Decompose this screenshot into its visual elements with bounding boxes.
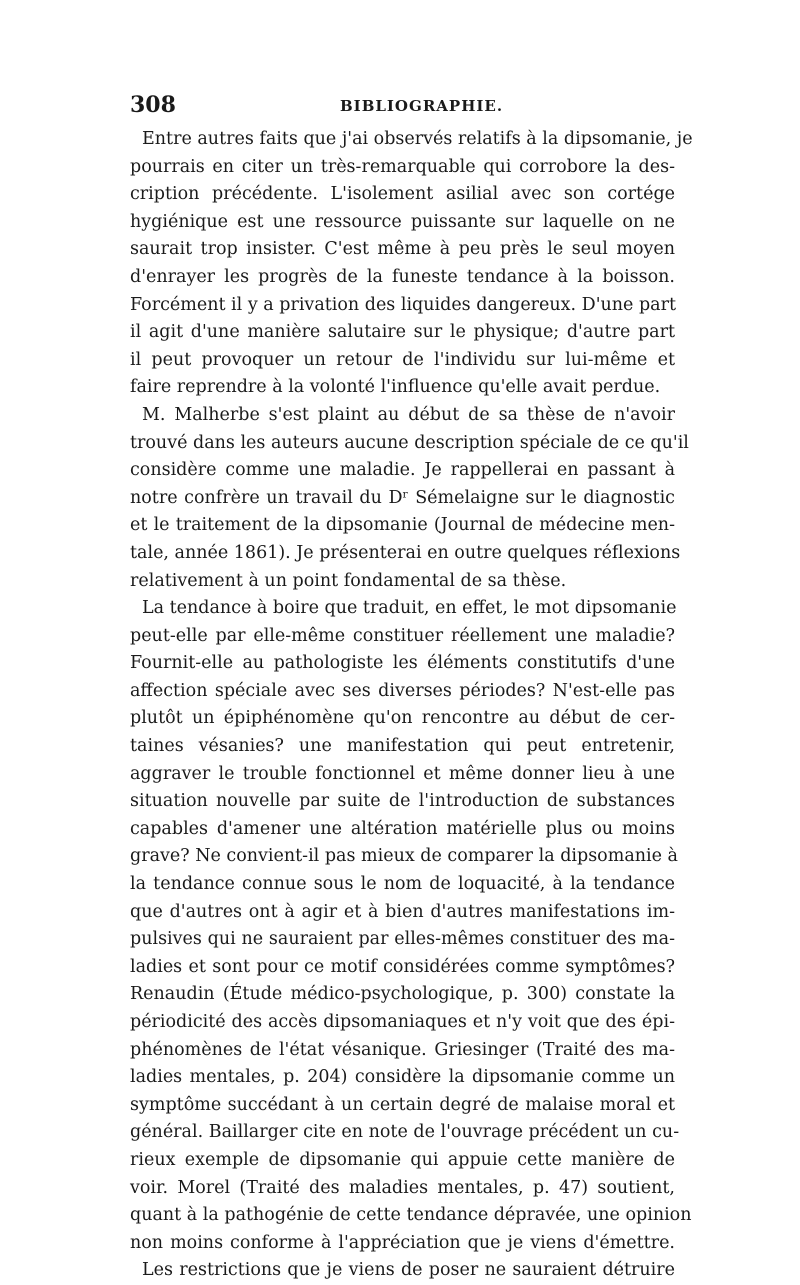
text-line: Forcément il y a privation des liquides dangereux. D'une part [130, 294, 677, 315]
text-line: Renaudin (Étude médico-psychologique, p. 300) constate la [130, 984, 675, 1005]
page-number: 308 [130, 92, 176, 118]
text-line: considère comme une maladie. Je rappellerai en passant à [130, 460, 675, 481]
text-line: il peut provoquer un retour de l'individu sur lui-même et [130, 349, 675, 370]
text-line: tale, année 1861). Je présenterai en outre quelques réflexions [130, 542, 681, 563]
running-title: BIBLIOGRAPHIE. [340, 97, 504, 115]
text-line: Entre autres faits que j'ai observés relatifs à la dipsomanie, je [142, 129, 693, 149]
text-line: hygiénique est une ressource puissante sur laquelle on ne [130, 211, 675, 232]
text-line: affection spéciale avec ses diverses périodes? N'est-elle pas [130, 680, 675, 701]
text-line: la tendance connue sous le nom de loquacité, à la tendance [130, 874, 675, 895]
text-line: quant à la pathogénie de cette tendance dépravée, une opinion [130, 1205, 692, 1226]
text-line: capables d'amener une altération matérielle plus ou moins [130, 818, 675, 839]
text-line: rieux exemple de dipsomanie qui appuie cette manière de [130, 1149, 675, 1170]
text-line: phénomènes de l'état vésanique. Griesinger (Traité des ma- [130, 1039, 675, 1060]
text-line: trouvé dans les auteurs aucune description spéciale de ce qu'il [130, 432, 689, 453]
text-line: taines vésanies? une manifestation qui peut entretenir, [130, 736, 675, 757]
text-line: d'enrayer les progrès de la funeste tendance à la boisson. [130, 266, 675, 287]
text-line: ladies mentales, p. 204) considère la dipsomanie comme un [130, 1067, 675, 1088]
text-line: pulsives qui ne sauraient par elles-mêmes constituer des ma- [130, 929, 675, 950]
text-line: que d'autres ont à agir et à bien d'autres manifestations im- [130, 901, 675, 922]
text-line: M. Malherbe s'est plaint au début de sa thèse de n'avoir [142, 404, 675, 425]
text-line: symptôme succédant à un certain degré de malaise moral et [130, 1094, 675, 1115]
page-header [130, 92, 675, 122]
text-line: situation nouvelle par suite de l'introduction de substances [130, 791, 675, 812]
text-line: pourrais en citer un très-remarquable qui corrobore la des- [130, 156, 675, 177]
text-line: Fournit-elle au pathologiste les éléments constitutifs d'une [130, 653, 675, 674]
text-line: aggraver le trouble fonctionnel et même donner lieu à une [130, 763, 675, 784]
body-text [130, 126, 693, 1285]
text-line: peut-elle par elle-même constituer réellement une maladie? [130, 625, 675, 646]
text-line: La tendance à boire que traduit, en effet, le mot dipsomanie [142, 598, 677, 619]
text-line: relativement à un point fondamental de sa thèse. [130, 570, 567, 591]
text-line: cription précédente. L'isolement asilial avec son cortége [130, 184, 675, 205]
text-line: ladies et sont pour ce motif considérées comme symptômes? [130, 956, 675, 977]
text-line: Les restrictions que je viens de poser ne sauraient détruire [142, 1260, 675, 1281]
text-line: faire reprendre à la volonté l'influence qu'elle avait perdue. [130, 377, 661, 398]
text-line: non moins conforme à l'appréciation que je viens d'émettre. [130, 1232, 675, 1253]
text-line: général. Baillarger cite en note de l'ouvrage précédent un cu- [130, 1122, 680, 1143]
text-line: grave? Ne convient-il pas mieux de comparer la dipsomanie à [130, 846, 678, 867]
text-line: notre confrère un travail du Dʳ Sémelaigne sur le diagnostic [130, 487, 675, 508]
text-line: périodicité des accès dipsomaniaques et n'y voit que des épi- [130, 1012, 675, 1032]
text-line: il agit d'une manière salutaire sur le physique; d'autre part [130, 322, 675, 343]
text-line: et le traitement de la dipsomanie (Journal de médecine men- [130, 515, 675, 536]
text-line: voir. Morel (Traité des maladies mentales, p. 47) soutient, [130, 1177, 675, 1198]
text-line: plutôt un épiphénomène qu'on rencontre au début de cer- [130, 708, 675, 729]
text-line: saurait trop insister. C'est même à peu près le seul moyen [130, 239, 675, 260]
